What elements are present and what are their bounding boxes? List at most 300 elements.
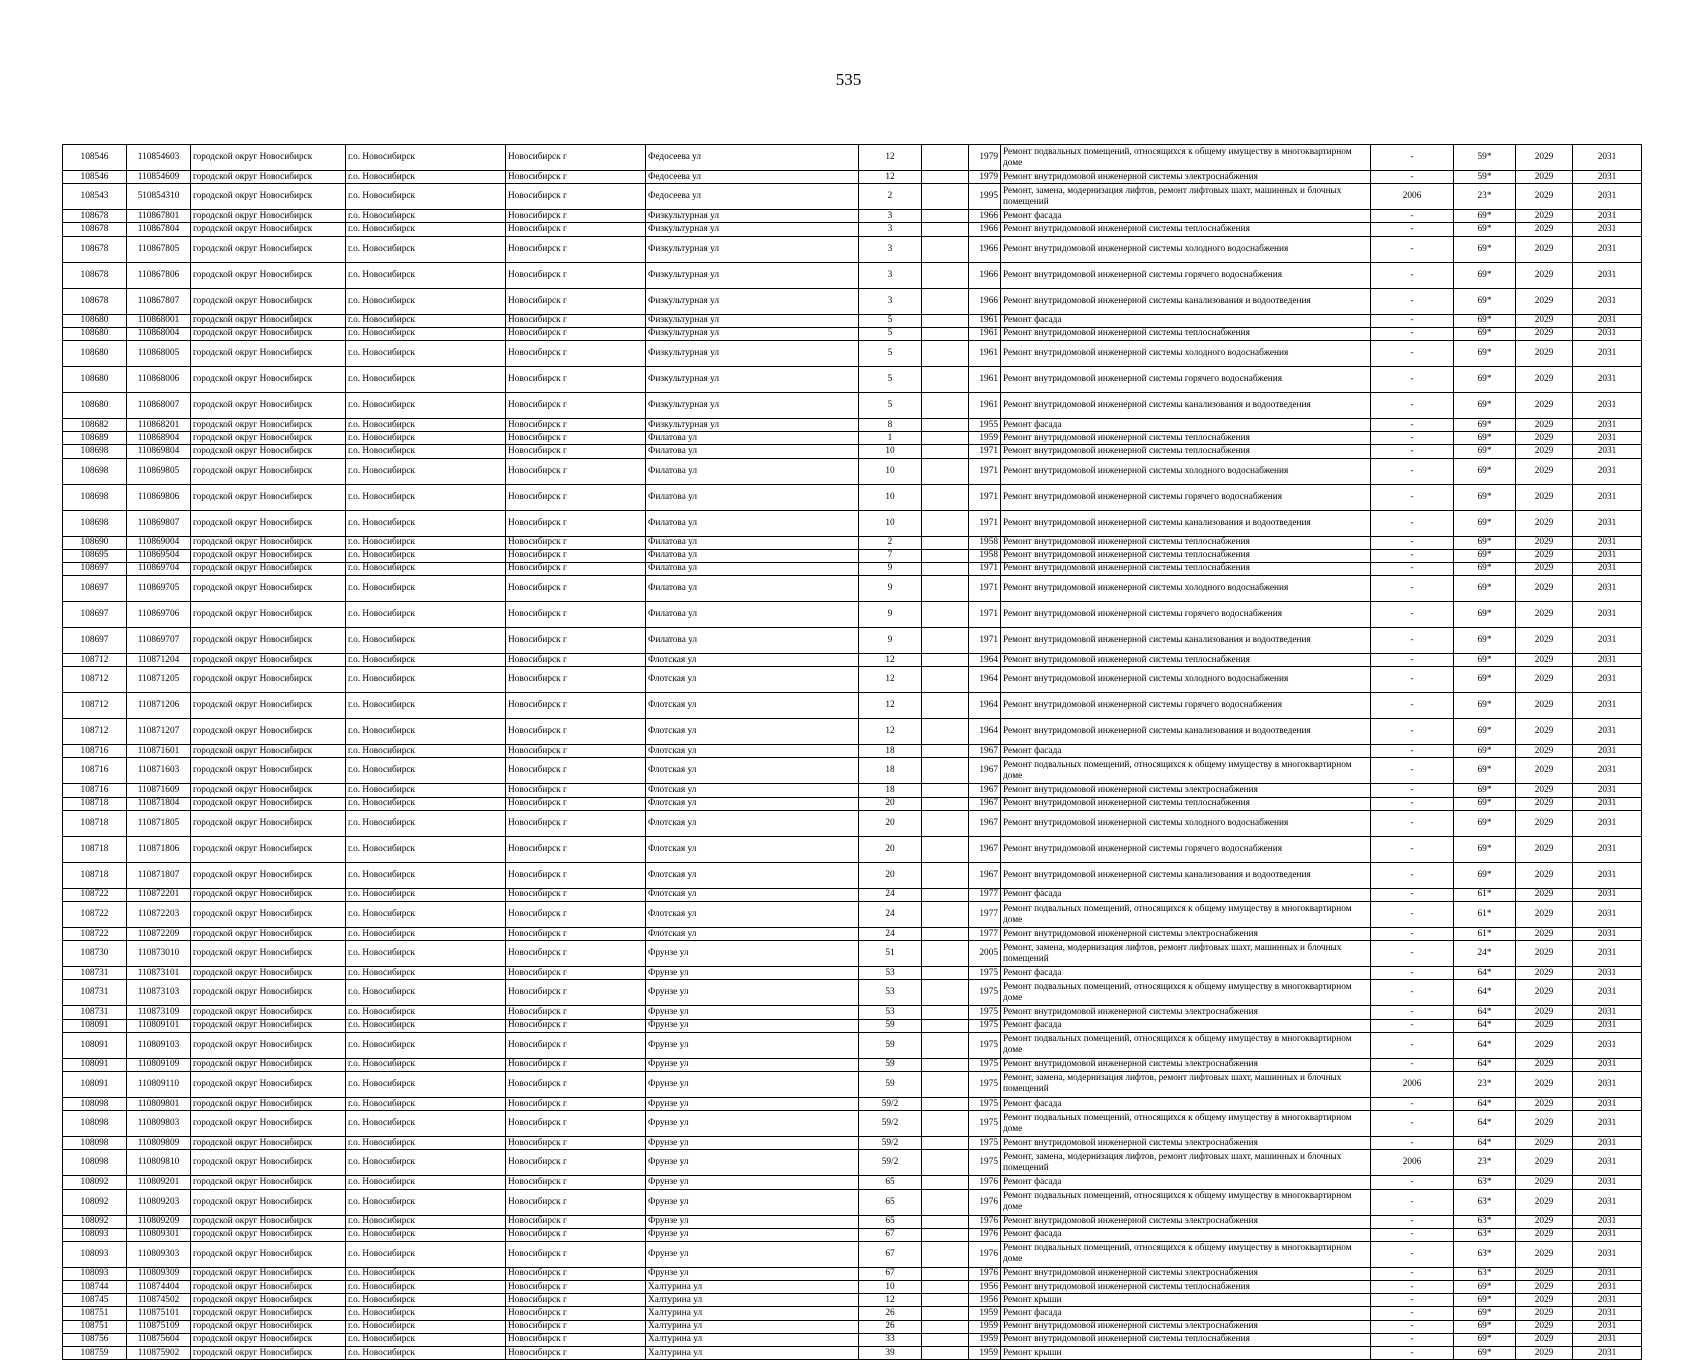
table-row <box>63 1032 1642 1058</box>
house-number-cell: 8 <box>859 418 922 431</box>
house-id-cell: 108712 <box>63 719 127 745</box>
year-built-cell: 1958 <box>969 549 1001 562</box>
year-built-cell: 1975 <box>969 1006 1001 1019</box>
element-id-cell: 110872203 <box>127 902 191 928</box>
house-id-cell: 108718 <box>63 836 127 862</box>
last-repair-year-cell: - <box>1371 1176 1454 1189</box>
municipal-district-cell: городской округ Новосибирск <box>191 145 346 171</box>
house-number-cell: 20 <box>859 836 922 862</box>
year-built-cell: 1966 <box>969 288 1001 314</box>
work-type-cell: Ремонт фасада <box>1001 745 1371 758</box>
year-built-cell: 1959 <box>969 1347 1001 1360</box>
building-cell <box>922 928 969 941</box>
table-row <box>63 1071 1642 1097</box>
year-built-cell: 1964 <box>969 719 1001 745</box>
work-type-cell: Ремонт внутридомовой инженерной системы канализования и водоотведения <box>1001 628 1371 654</box>
plan-end-year-cell: 2031 <box>1573 1189 1642 1215</box>
last-repair-year-cell: - <box>1371 1307 1454 1320</box>
element-id-cell: 110875902 <box>127 1347 191 1360</box>
plan-end-year-cell: 2031 <box>1573 888 1642 901</box>
municipal-district-cell: городской округ Новосибирск <box>191 667 346 693</box>
wear-percent-cell: 69* <box>1454 810 1516 836</box>
plan-start-year-cell: 2029 <box>1516 928 1573 941</box>
city-cell: Новосибирск г <box>506 862 646 888</box>
year-built-cell: 1975 <box>969 1019 1001 1032</box>
building-cell <box>922 1241 969 1267</box>
element-id-cell: 110809809 <box>127 1137 191 1150</box>
house-number-cell: 9 <box>859 562 922 575</box>
city-cell: Новосибирск г <box>506 288 646 314</box>
house-id-cell: 108092 <box>63 1176 127 1189</box>
house-id-cell: 108091 <box>63 1019 127 1032</box>
element-id-cell: 110871807 <box>127 862 191 888</box>
work-type-cell: Ремонт внутридомовой инженерной системы канализования и водоотведения <box>1001 719 1371 745</box>
plan-end-year-cell: 2031 <box>1573 562 1642 575</box>
municipal-district-cell: городской округ Новосибирск <box>191 210 346 223</box>
house-number-cell: 20 <box>859 797 922 810</box>
year-built-cell: 1975 <box>969 1150 1001 1176</box>
element-id-cell: 110809103 <box>127 1032 191 1058</box>
house-id-cell: 108098 <box>63 1111 127 1137</box>
plan-start-year-cell: 2029 <box>1516 1097 1573 1110</box>
city-cell: Новосибирск г <box>506 458 646 484</box>
element-id-cell: 110871204 <box>127 654 191 667</box>
settlement-cell: г.о. Новосибирск <box>346 1241 506 1267</box>
settlement-cell: г.о. Новосибирск <box>346 223 506 236</box>
table-row <box>63 1006 1642 1019</box>
settlement-cell: г.о. Новосибирск <box>346 758 506 784</box>
wear-percent-cell: 63* <box>1454 1241 1516 1267</box>
wear-percent-cell: 63* <box>1454 1267 1516 1280</box>
year-built-cell: 1966 <box>969 262 1001 288</box>
house-number-cell: 9 <box>859 628 922 654</box>
last-repair-year-cell: - <box>1371 288 1454 314</box>
house-number-cell: 59 <box>859 1058 922 1071</box>
city-cell: Новосибирск г <box>506 1071 646 1097</box>
plan-start-year-cell: 2029 <box>1516 1281 1573 1294</box>
last-repair-year-cell: - <box>1371 810 1454 836</box>
settlement-cell: г.о. Новосибирск <box>346 1006 506 1019</box>
house-id-cell: 108718 <box>63 797 127 810</box>
house-id-cell: 108730 <box>63 941 127 967</box>
building-cell <box>922 602 969 628</box>
last-repair-year-cell: - <box>1371 1228 1454 1241</box>
city-cell: Новосибирск г <box>506 432 646 445</box>
last-repair-year-cell: - <box>1371 1006 1454 1019</box>
last-repair-year-cell: - <box>1371 745 1454 758</box>
plan-end-year-cell: 2031 <box>1573 510 1642 536</box>
settlement-cell: г.о. Новосибирск <box>346 1215 506 1228</box>
building-cell <box>922 262 969 288</box>
building-cell <box>922 314 969 327</box>
house-number-cell: 10 <box>859 1281 922 1294</box>
municipal-district-cell: городской округ Новосибирск <box>191 1058 346 1071</box>
building-cell <box>922 888 969 901</box>
element-id-cell: 110871609 <box>127 784 191 797</box>
plan-start-year-cell: 2029 <box>1516 236 1573 262</box>
table-row <box>63 432 1642 445</box>
work-type-cell: Ремонт подвальных помещений, относящихся к общему имуществу в многоквартирном доме <box>1001 1032 1371 1058</box>
municipal-district-cell: городской округ Новосибирск <box>191 418 346 431</box>
element-id-cell: 110809303 <box>127 1241 191 1267</box>
house-number-cell: 1 <box>859 432 922 445</box>
year-built-cell: 1976 <box>969 1189 1001 1215</box>
city-cell: Новосибирск г <box>506 327 646 340</box>
work-type-cell: Ремонт внутридомовой инженерной системы электроснабжения <box>1001 1267 1371 1280</box>
city-cell: Новосибирск г <box>506 1307 646 1320</box>
work-type-cell: Ремонт внутридомовой инженерной системы холодного водоснабжения <box>1001 576 1371 602</box>
house-id-cell: 108716 <box>63 745 127 758</box>
work-type-cell: Ремонт внутридомовой инженерной системы теплоснабжения <box>1001 445 1371 458</box>
municipal-district-cell: городской округ Новосибирск <box>191 1189 346 1215</box>
city-cell: Новосибирск г <box>506 654 646 667</box>
last-repair-year-cell: - <box>1371 1347 1454 1360</box>
house-number-cell: 7 <box>859 549 922 562</box>
plan-start-year-cell: 2029 <box>1516 484 1573 510</box>
house-number-cell: 53 <box>859 980 922 1006</box>
house-number-cell: 24 <box>859 928 922 941</box>
municipal-district-cell: городской округ Новосибирск <box>191 1137 346 1150</box>
element-id-cell: 510854310 <box>127 184 191 210</box>
work-type-cell: Ремонт подвальных помещений, относящихся к общему имуществу в многоквартирном доме <box>1001 758 1371 784</box>
building-cell <box>922 236 969 262</box>
work-type-cell: Ремонт внутридомовой инженерной системы электроснабжения <box>1001 1137 1371 1150</box>
building-cell <box>922 171 969 184</box>
street-cell: Фрунзе ул <box>646 1006 859 1019</box>
work-type-cell: Ремонт внутридомовой инженерной системы теплоснабжения <box>1001 536 1371 549</box>
element-id-cell: 110868201 <box>127 418 191 431</box>
work-type-cell: Ремонт фасада <box>1001 1097 1371 1110</box>
work-type-cell: Ремонт внутридомовой инженерной системы горячего водоснабжения <box>1001 602 1371 628</box>
wear-percent-cell: 23* <box>1454 184 1516 210</box>
settlement-cell: г.о. Новосибирск <box>346 1228 506 1241</box>
work-type-cell: Ремонт внутридомовой инженерной системы канализования и водоотведения <box>1001 288 1371 314</box>
city-cell: Новосибирск г <box>506 1150 646 1176</box>
wear-percent-cell: 64* <box>1454 1006 1516 1019</box>
house-id-cell: 108091 <box>63 1071 127 1097</box>
last-repair-year-cell: - <box>1371 941 1454 967</box>
building-cell <box>922 510 969 536</box>
street-cell: Филатова ул <box>646 602 859 628</box>
municipal-district-cell: городской округ Новосибирск <box>191 510 346 536</box>
street-cell: Физкультурная ул <box>646 210 859 223</box>
house-number-cell: 53 <box>859 1006 922 1019</box>
work-type-cell: Ремонт фасада <box>1001 1019 1371 1032</box>
house-number-cell: 26 <box>859 1307 922 1320</box>
house-id-cell: 108680 <box>63 340 127 366</box>
table-row <box>63 941 1642 967</box>
street-cell: Флотская ул <box>646 862 859 888</box>
plan-end-year-cell: 2031 <box>1573 654 1642 667</box>
table-row <box>63 314 1642 327</box>
city-cell: Новосибирск г <box>506 1228 646 1241</box>
wear-percent-cell: 69* <box>1454 784 1516 797</box>
table-row <box>63 797 1642 810</box>
house-id-cell: 108093 <box>63 1241 127 1267</box>
plan-end-year-cell: 2031 <box>1573 210 1642 223</box>
plan-start-year-cell: 2029 <box>1516 210 1573 223</box>
house-id-cell: 108698 <box>63 445 127 458</box>
street-cell: Флотская ул <box>646 784 859 797</box>
municipal-district-cell: городской округ Новосибирск <box>191 862 346 888</box>
plan-start-year-cell: 2029 <box>1516 1111 1573 1137</box>
street-cell: Фрунзе ул <box>646 1058 859 1071</box>
settlement-cell: г.о. Новосибирск <box>346 941 506 967</box>
plan-end-year-cell: 2031 <box>1573 1097 1642 1110</box>
plan-start-year-cell: 2029 <box>1516 576 1573 602</box>
settlement-cell: г.о. Новосибирск <box>346 928 506 941</box>
plan-start-year-cell: 2029 <box>1516 1071 1573 1097</box>
table-row <box>63 745 1642 758</box>
settlement-cell: г.о. Новосибирск <box>346 366 506 392</box>
wear-percent-cell: 64* <box>1454 980 1516 1006</box>
street-cell: Халтурина ул <box>646 1307 859 1320</box>
city-cell: Новосибирск г <box>506 1032 646 1058</box>
municipal-district-cell: городской округ Новосибирск <box>191 928 346 941</box>
work-type-cell: Ремонт фасада <box>1001 418 1371 431</box>
page-number: 535 <box>835 70 862 89</box>
plan-start-year-cell: 2029 <box>1516 171 1573 184</box>
plan-start-year-cell: 2029 <box>1516 340 1573 366</box>
year-built-cell: 1975 <box>969 980 1001 1006</box>
wear-percent-cell: 69* <box>1454 432 1516 445</box>
year-built-cell: 1967 <box>969 862 1001 888</box>
street-cell: Фрунзе ул <box>646 1032 859 1058</box>
plan-end-year-cell: 2031 <box>1573 340 1642 366</box>
settlement-cell: г.о. Новосибирск <box>346 1307 506 1320</box>
house-number-cell: 12 <box>859 693 922 719</box>
city-cell: Новосибирск г <box>506 719 646 745</box>
city-cell: Новосибирск г <box>506 836 646 862</box>
last-repair-year-cell: - <box>1371 1320 1454 1333</box>
municipal-district-cell: городской округ Новосибирск <box>191 549 346 562</box>
element-id-cell: 110868007 <box>127 392 191 418</box>
building-cell <box>922 184 969 210</box>
last-repair-year-cell: - <box>1371 484 1454 510</box>
wear-percent-cell: 23* <box>1454 1150 1516 1176</box>
element-id-cell: 110869004 <box>127 536 191 549</box>
plan-end-year-cell: 2031 <box>1573 327 1642 340</box>
work-type-cell: Ремонт внутридомовой инженерной системы горячего водоснабжения <box>1001 484 1371 510</box>
municipal-district-cell: городской округ Новосибирск <box>191 1111 346 1137</box>
plan-start-year-cell: 2029 <box>1516 1006 1573 1019</box>
city-cell: Новосибирск г <box>506 1281 646 1294</box>
year-built-cell: 1967 <box>969 745 1001 758</box>
building-cell <box>922 1333 969 1346</box>
city-cell: Новосибирск г <box>506 184 646 210</box>
last-repair-year-cell: - <box>1371 458 1454 484</box>
plan-end-year-cell: 2031 <box>1573 1294 1642 1307</box>
municipal-district-cell: городской округ Новосибирск <box>191 784 346 797</box>
city-cell: Новосибирск г <box>506 784 646 797</box>
work-type-cell: Ремонт фасада <box>1001 210 1371 223</box>
work-type-cell: Ремонт подвальных помещений, относящихся к общему имуществу в многоквартирном доме <box>1001 1189 1371 1215</box>
plan-end-year-cell: 2031 <box>1573 236 1642 262</box>
building-cell <box>922 1189 969 1215</box>
last-repair-year-cell: - <box>1371 1294 1454 1307</box>
building-cell <box>922 1032 969 1058</box>
element-id-cell: 110867807 <box>127 288 191 314</box>
last-repair-year-cell: - <box>1371 797 1454 810</box>
municipal-district-cell: городской округ Новосибирск <box>191 262 346 288</box>
settlement-cell: г.о. Новосибирск <box>346 510 506 536</box>
municipal-district-cell: городской округ Новосибирск <box>191 184 346 210</box>
plan-end-year-cell: 2031 <box>1573 184 1642 210</box>
table-row <box>63 576 1642 602</box>
last-repair-year-cell: - <box>1371 210 1454 223</box>
settlement-cell: г.о. Новосибирск <box>346 1294 506 1307</box>
house-id-cell: 108722 <box>63 902 127 928</box>
building-cell <box>922 667 969 693</box>
wear-percent-cell: 23* <box>1454 1071 1516 1097</box>
wear-percent-cell: 69* <box>1454 314 1516 327</box>
settlement-cell: г.о. Новосибирск <box>346 1267 506 1280</box>
street-cell: Фрунзе ул <box>646 1071 859 1097</box>
plan-end-year-cell: 2031 <box>1573 928 1642 941</box>
municipal-district-cell: городской округ Новосибирск <box>191 1176 346 1189</box>
settlement-cell: г.о. Новосибирск <box>346 340 506 366</box>
wear-percent-cell: 64* <box>1454 1097 1516 1110</box>
element-id-cell: 110809109 <box>127 1058 191 1071</box>
element-id-cell: 110868004 <box>127 327 191 340</box>
street-cell: Филатова ул <box>646 445 859 458</box>
municipal-district-cell: городской округ Новосибирск <box>191 236 346 262</box>
building-cell <box>922 810 969 836</box>
wear-percent-cell: 63* <box>1454 1176 1516 1189</box>
last-repair-year-cell: - <box>1371 667 1454 693</box>
plan-start-year-cell: 2029 <box>1516 536 1573 549</box>
year-built-cell: 1976 <box>969 1215 1001 1228</box>
work-type-cell: Ремонт внутридомовой инженерной системы горячего водоснабжения <box>1001 693 1371 719</box>
table-row <box>63 1294 1642 1307</box>
work-type-cell: Ремонт внутридомовой инженерной системы холодного водоснабжения <box>1001 340 1371 366</box>
work-type-cell: Ремонт, замена, модернизация лифтов, ремонт лифтовых шахт, машинных и блочных помещений <box>1001 941 1371 967</box>
year-built-cell: 1956 <box>969 1281 1001 1294</box>
table-row <box>63 1019 1642 1032</box>
house-id-cell: 108546 <box>63 171 127 184</box>
city-cell: Новосибирск г <box>506 445 646 458</box>
last-repair-year-cell: - <box>1371 340 1454 366</box>
plan-end-year-cell: 2031 <box>1573 392 1642 418</box>
settlement-cell: г.о. Новосибирск <box>346 418 506 431</box>
house-id-cell: 108722 <box>63 928 127 941</box>
city-cell: Новосибирск г <box>506 888 646 901</box>
building-cell <box>922 210 969 223</box>
year-built-cell: 1977 <box>969 928 1001 941</box>
element-id-cell: 110872209 <box>127 928 191 941</box>
street-cell: Филатова ул <box>646 536 859 549</box>
plan-start-year-cell: 2029 <box>1516 1215 1573 1228</box>
house-id-cell: 108697 <box>63 562 127 575</box>
municipal-district-cell: городской округ Новосибирск <box>191 1032 346 1058</box>
building-cell <box>922 1320 969 1333</box>
wear-percent-cell: 69* <box>1454 693 1516 719</box>
table-row <box>63 392 1642 418</box>
year-built-cell: 1955 <box>969 418 1001 431</box>
work-type-cell: Ремонт внутридомовой инженерной системы холодного водоснабжения <box>1001 810 1371 836</box>
plan-end-year-cell: 2031 <box>1573 602 1642 628</box>
building-cell <box>922 862 969 888</box>
year-built-cell: 1966 <box>969 210 1001 223</box>
municipal-district-cell: городской округ Новосибирск <box>191 836 346 862</box>
city-cell: Новосибирск г <box>506 366 646 392</box>
house-id-cell: 108722 <box>63 888 127 901</box>
year-built-cell: 1971 <box>969 445 1001 458</box>
street-cell: Фрунзе ул <box>646 1111 859 1137</box>
settlement-cell: г.о. Новосибирск <box>346 484 506 510</box>
plan-end-year-cell: 2031 <box>1573 445 1642 458</box>
table-row <box>63 1150 1642 1176</box>
table-row <box>63 758 1642 784</box>
city-cell: Новосибирск г <box>506 745 646 758</box>
plan-end-year-cell: 2031 <box>1573 1150 1642 1176</box>
plan-start-year-cell: 2029 <box>1516 654 1573 667</box>
wear-percent-cell: 69* <box>1454 719 1516 745</box>
year-built-cell: 1967 <box>969 797 1001 810</box>
city-cell: Новосибирск г <box>506 1215 646 1228</box>
repair-register-table <box>62 144 1642 1360</box>
wear-percent-cell: 69* <box>1454 758 1516 784</box>
municipal-district-cell: городской округ Новосибирск <box>191 223 346 236</box>
house-id-cell: 108697 <box>63 602 127 628</box>
plan-end-year-cell: 2031 <box>1573 1215 1642 1228</box>
house-number-cell: 33 <box>859 1333 922 1346</box>
house-number-cell: 9 <box>859 576 922 602</box>
plan-start-year-cell: 2029 <box>1516 1150 1573 1176</box>
settlement-cell: г.о. Новосибирск <box>346 1137 506 1150</box>
street-cell: Филатова ул <box>646 432 859 445</box>
year-built-cell: 1979 <box>969 171 1001 184</box>
city-cell: Новосибирск г <box>506 1347 646 1360</box>
street-cell: Флотская ул <box>646 654 859 667</box>
table-row <box>63 1307 1642 1320</box>
house-id-cell: 108698 <box>63 510 127 536</box>
element-id-cell: 110869805 <box>127 458 191 484</box>
house-id-cell: 108697 <box>63 628 127 654</box>
table-row <box>63 1320 1642 1333</box>
wear-percent-cell: 69* <box>1454 562 1516 575</box>
city-cell: Новосибирск г <box>506 758 646 784</box>
plan-start-year-cell: 2029 <box>1516 602 1573 628</box>
house-number-cell: 10 <box>859 484 922 510</box>
element-id-cell: 110871603 <box>127 758 191 784</box>
plan-start-year-cell: 2029 <box>1516 418 1573 431</box>
street-cell: Халтурина ул <box>646 1320 859 1333</box>
settlement-cell: г.о. Новосибирск <box>346 1097 506 1110</box>
year-built-cell: 1967 <box>969 784 1001 797</box>
settlement-cell: г.о. Новосибирск <box>346 1333 506 1346</box>
house-id-cell: 108092 <box>63 1189 127 1215</box>
building-cell <box>922 432 969 445</box>
plan-end-year-cell: 2031 <box>1573 484 1642 510</box>
house-id-cell: 108093 <box>63 1267 127 1280</box>
table-row <box>63 445 1642 458</box>
last-repair-year-cell: 2006 <box>1371 184 1454 210</box>
house-id-cell: 108680 <box>63 314 127 327</box>
house-number-cell: 59/2 <box>859 1097 922 1110</box>
street-cell: Флотская ул <box>646 902 859 928</box>
house-number-cell: 5 <box>859 314 922 327</box>
city-cell: Новосибирск г <box>506 549 646 562</box>
element-id-cell: 110854609 <box>127 171 191 184</box>
city-cell: Новосибирск г <box>506 941 646 967</box>
house-number-cell: 12 <box>859 719 922 745</box>
settlement-cell: г.о. Новосибирск <box>346 1347 506 1360</box>
settlement-cell: г.о. Новосибирск <box>346 810 506 836</box>
municipal-district-cell: городской округ Новосибирск <box>191 602 346 628</box>
work-type-cell: Ремонт внутридомовой инженерной системы горячего водоснабжения <box>1001 836 1371 862</box>
settlement-cell: г.о. Новосибирск <box>346 314 506 327</box>
